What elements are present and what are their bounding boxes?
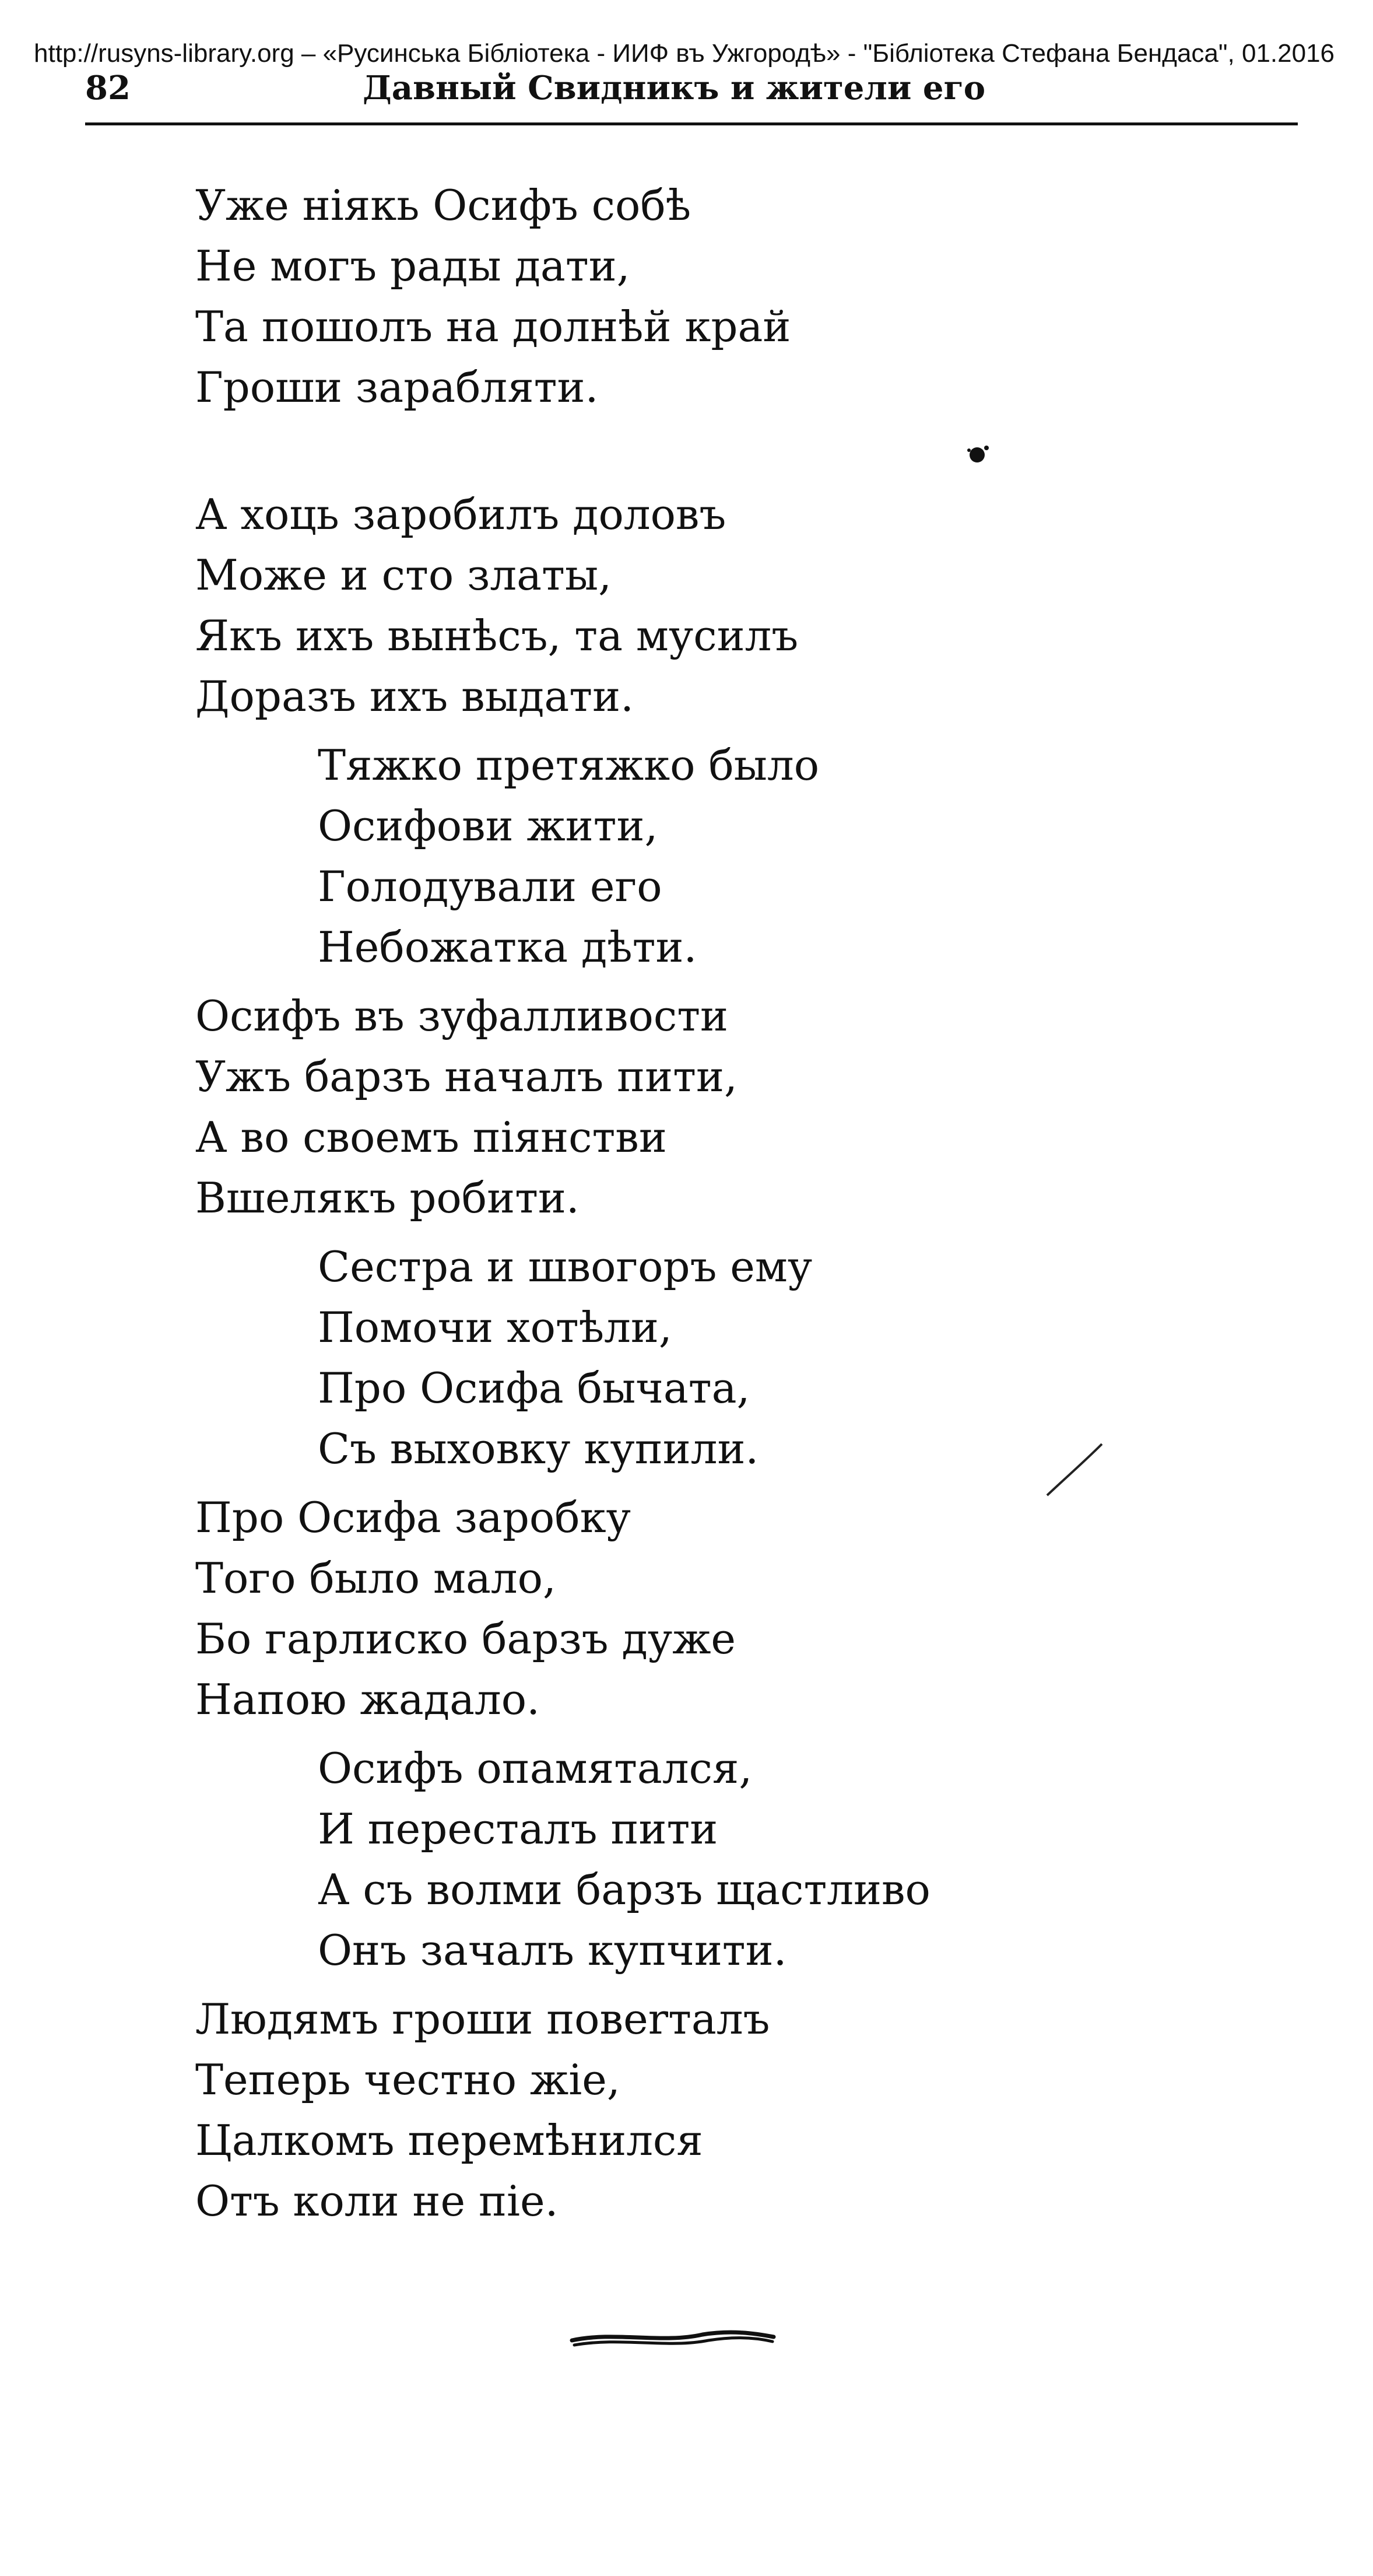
poem-line: Цалкомъ перемѣнился: [195, 2116, 703, 2165]
poem-line: Бо гарлиско барзъ дуже: [195, 1614, 736, 1663]
stanza: [195, 1989, 930, 2231]
poem-line: Про Осифа бычата,: [318, 1364, 750, 1413]
page-header: [0, 63, 1373, 115]
stanza: [195, 1487, 930, 1730]
stanza: [195, 735, 930, 977]
closing-ornament: [568, 2324, 778, 2353]
stanza: [195, 484, 930, 727]
poem-line: Людямъ гроши повerталъ: [195, 1995, 770, 2044]
poem-line: А съ волми барзъ щастливо: [318, 1865, 930, 1914]
poem-line: Якъ ихъ вынѣсъ, та мусилъ: [195, 611, 799, 660]
poem-line: Тяжко претяжко было: [318, 741, 820, 790]
poem-line: А во своемъ піянстви: [195, 1113, 667, 1162]
poem-line: Небожатка дѣти.: [318, 923, 697, 972]
poem-line: А хоць заробилъ доловъ: [195, 490, 726, 539]
poem-line: Теперь честно жіе,: [195, 2055, 620, 2104]
poem-line: Напою жадало.: [195, 1675, 540, 1724]
stanza: [195, 1236, 930, 1479]
source-url-line: http://rusyns-library.org – «Русинська Бібліотека - ИИФ въ Ужгородѣ» - "Бібліотека Стефана Бендаса", 01.2016: [34, 39, 1335, 68]
poem-line: Отъ коли не піе.: [195, 2177, 559, 2225]
poem-line: Осифъ въ зуфалливости: [195, 991, 729, 1040]
page-number: 82: [85, 69, 131, 107]
poem-line: Та пошолъ на долнѣй край: [195, 302, 791, 351]
poem-line: Помочи хотѣли,: [318, 1303, 672, 1352]
stanza: [195, 986, 930, 1228]
poem-line: Вшелякъ робити.: [195, 1173, 580, 1222]
poem-line: Гроши зарабляти.: [195, 363, 599, 412]
poem-line: Може и сто златы,: [195, 551, 612, 600]
poem-line: Про Осифа заробку: [195, 1493, 631, 1542]
poem-line: Ужъ барзъ началъ пити,: [195, 1052, 738, 1101]
stanza: [195, 175, 930, 418]
poem-line: Уже ніякь Осифъ собѣ: [195, 181, 691, 230]
stanza: [195, 1738, 930, 1981]
poem-line: Доразъ ихъ выдати.: [195, 672, 634, 721]
poem-line: Осифови жити,: [318, 801, 658, 850]
header-rule: [85, 122, 1298, 125]
poem-line: Сестра и швогоръ ему: [318, 1242, 813, 1291]
poem-line: Онъ зачалъ купчити.: [318, 1926, 787, 1975]
poem-line: Не могъ рады дати,: [195, 241, 630, 290]
poem-line: Осифъ опамятался,: [318, 1744, 753, 1793]
running-title: Давный Свидникъ и жители его: [363, 69, 986, 107]
poem-line: Того было мало,: [195, 1554, 556, 1603]
poem-line: И пересталъ пити: [318, 1804, 718, 1853]
poem: [195, 175, 930, 2239]
pen-stroke-mark: [1044, 1441, 1108, 1499]
poem-line: Съ выховку купили.: [318, 1424, 759, 1473]
ink-blot-mark: [962, 437, 997, 472]
poem-line: Голодували его: [318, 862, 662, 911]
stanza-spacer: [195, 426, 930, 437]
